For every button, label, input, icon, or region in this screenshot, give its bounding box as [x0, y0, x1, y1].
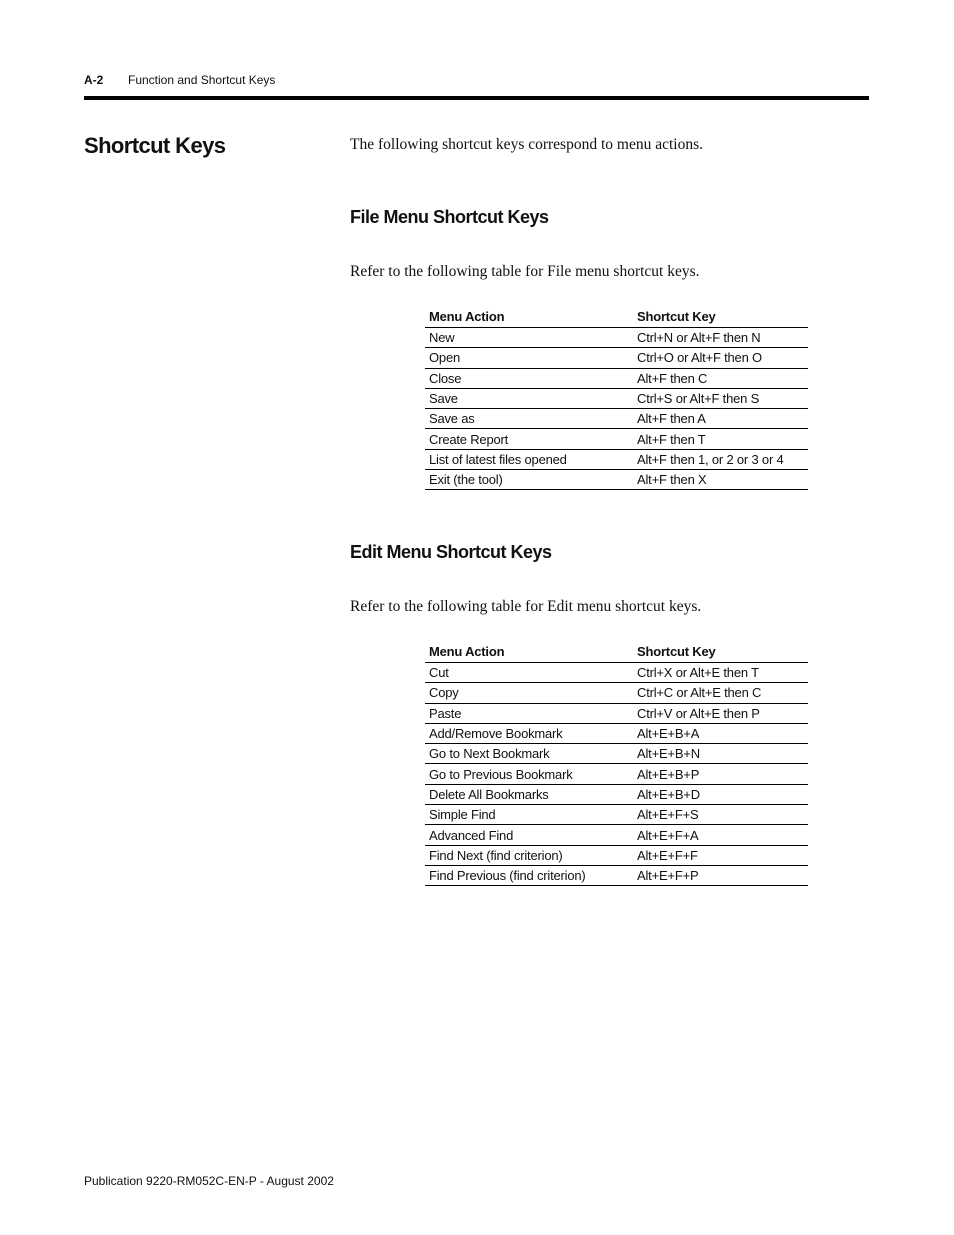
shortcut-key-cell: Ctrl+C or Alt+E then C [633, 683, 808, 703]
menu-action-cell: Cut [425, 663, 633, 683]
column-header-shortcut-key: Shortcut Key [637, 309, 716, 324]
menu-action-cell: Save [425, 388, 633, 408]
page-number: A-2 [84, 73, 104, 87]
table-row [425, 865, 808, 885]
shortcut-key-cell: Alt+F then A [633, 409, 808, 429]
shortcut-key-cell: Alt+F then 1, or 2 or 3 or 4 [633, 449, 808, 469]
table-row [425, 409, 808, 429]
menu-action-cell: Close [425, 368, 633, 388]
menu-action-cell: Go to Previous Bookmark [425, 764, 633, 784]
menu-action-cell: Advanced Find [425, 825, 633, 845]
table-row [425, 328, 808, 348]
table-row [425, 703, 808, 723]
intro-paragraph: The following shortcut keys correspond to menu actions. [350, 136, 703, 153]
shortcut-key-cell: Ctrl+S or Alt+F then S [633, 388, 808, 408]
shortcut-key-cell: Alt+E+F+S [633, 805, 808, 825]
shortcut-key-cell: Ctrl+N or Alt+F then N [633, 328, 808, 348]
menu-action-cell: Find Next (find criterion) [425, 845, 633, 865]
edit-section-heading: Edit Menu Shortcut Keys [350, 542, 552, 562]
table-row [425, 368, 808, 388]
shortcut-key-cell: Ctrl+X or Alt+E then T [633, 663, 808, 683]
menu-action-cell: Save as [425, 409, 633, 429]
menu-action-cell: Go to Next Bookmark [425, 744, 633, 764]
column-header-shortcut-key: Shortcut Key [637, 644, 716, 659]
shortcut-key-cell: Alt+E+B+N [633, 744, 808, 764]
table-row [425, 388, 808, 408]
shortcut-key-cell: Ctrl+V or Alt+E then P [633, 703, 808, 723]
header-rule [84, 96, 869, 100]
menu-action-cell: Find Previous (find criterion) [425, 865, 633, 885]
table-row [425, 845, 808, 865]
file-shortcut-table [425, 306, 808, 490]
menu-action-cell: Exit (the tool) [425, 470, 633, 490]
menu-action-cell: Paste [425, 703, 633, 723]
shortcut-key-cell: Alt+E+B+P [633, 764, 808, 784]
table-row [425, 348, 808, 368]
table-row [425, 764, 808, 784]
table-row [425, 784, 808, 804]
shortcut-key-cell: Alt+E+F+P [633, 865, 808, 885]
table-header-row [425, 306, 808, 328]
table-row [425, 683, 808, 703]
shortcut-key-cell: Alt+E+F+A [633, 825, 808, 845]
table-row [425, 663, 808, 683]
menu-action-cell: Delete All Bookmarks [425, 784, 633, 804]
menu-action-cell: Create Report [425, 429, 633, 449]
table-row [425, 805, 808, 825]
edit-shortcut-table [425, 641, 808, 886]
shortcut-key-cell: Alt+F then X [633, 470, 808, 490]
edit-section-description: Refer to the following table for Edit menu shortcut keys. [350, 598, 702, 615]
column-header-menu-action: Menu Action [429, 309, 505, 324]
table-row [425, 723, 808, 743]
column-header-menu-action: Menu Action [429, 644, 505, 659]
table-row [425, 470, 808, 490]
table-row [425, 429, 808, 449]
shortcut-key-cell: Alt+E+B+A [633, 723, 808, 743]
publication-footer: Publication 9220-RM052C-EN-P - August 2002 [84, 1174, 334, 1188]
file-section-heading: File Menu Shortcut Keys [350, 207, 549, 227]
menu-action-cell: Open [425, 348, 633, 368]
shortcut-key-cell: Ctrl+O or Alt+F then O [633, 348, 808, 368]
menu-action-cell: Add/Remove Bookmark [425, 723, 633, 743]
menu-action-cell: Copy [425, 683, 633, 703]
table-header-row [425, 641, 808, 663]
menu-action-cell: New [425, 328, 633, 348]
shortcut-key-cell: Alt+F then T [633, 429, 808, 449]
menu-action-cell: Simple Find [425, 805, 633, 825]
table-row [425, 449, 808, 469]
menu-action-cell: List of latest files opened [425, 449, 633, 469]
file-section-description: Refer to the following table for File menu shortcut keys. [350, 263, 700, 280]
table-row [425, 744, 808, 764]
shortcut-key-cell: Alt+E+B+D [633, 784, 808, 804]
running-header-title: Function and Shortcut Keys [128, 73, 276, 87]
shortcut-key-cell: Alt+F then C [633, 368, 808, 388]
table-row [425, 825, 808, 845]
page-title: Shortcut Keys [84, 133, 226, 158]
shortcut-key-cell: Alt+E+F+F [633, 845, 808, 865]
